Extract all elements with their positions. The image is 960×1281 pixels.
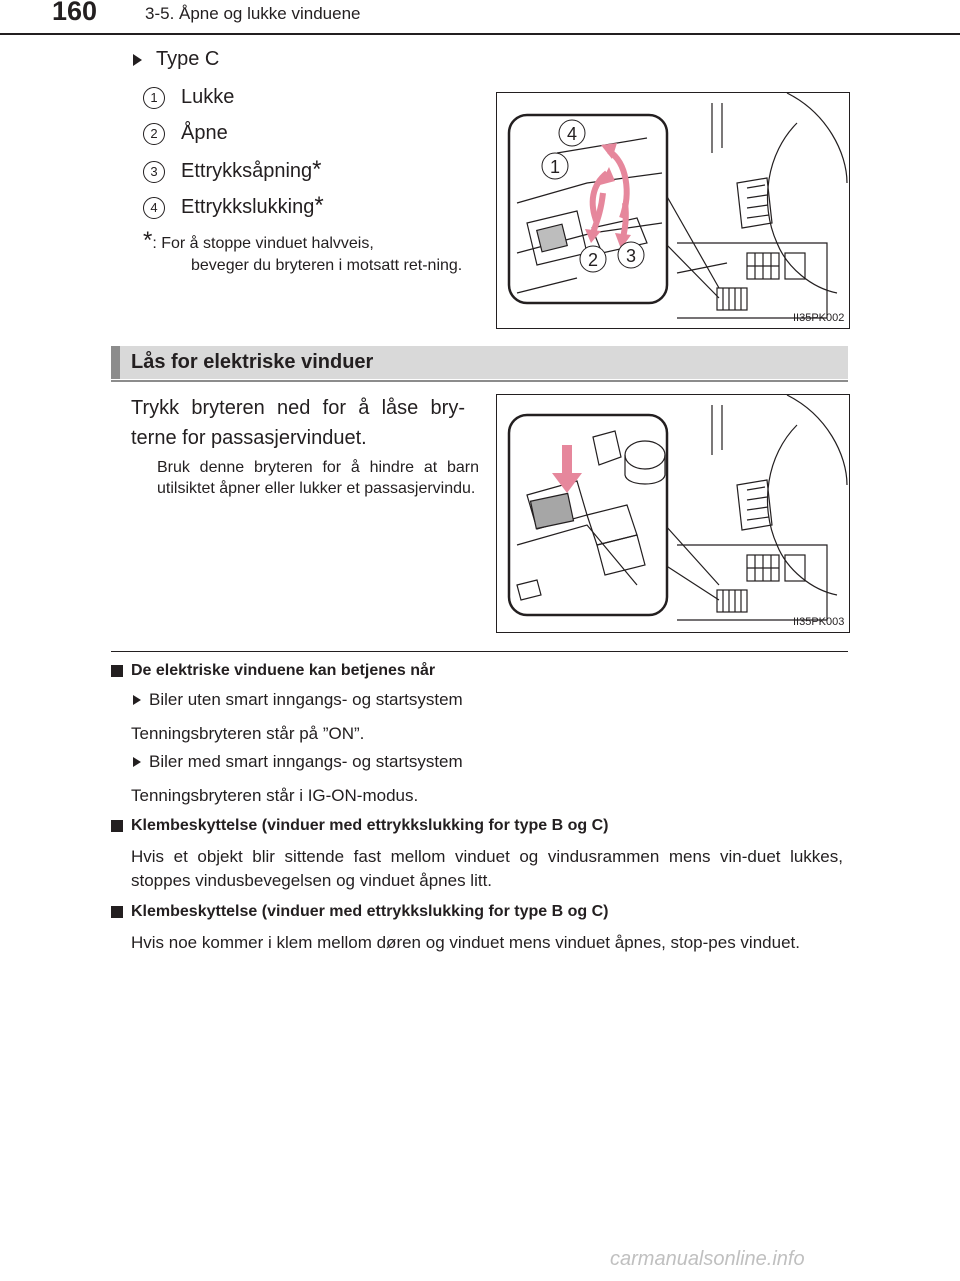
paragraph: Tenningsbryteren står på ”ON”. (131, 724, 365, 743)
circled-number: 2 (143, 123, 165, 145)
lock-explanation: Bruk denne bryteren for å hindre at barn utilsiktet åpner eller lukker et passasjervindu. (157, 459, 479, 497)
triangle-bullet-icon (133, 54, 142, 66)
figure-code: II35PK003 (793, 616, 845, 628)
item-label: Ettrykksåpning (181, 160, 313, 182)
window-switch-illustration (497, 93, 849, 328)
figure-label-4: 4 (566, 124, 578, 144)
section-title: Lås for elektriske vinduer (131, 351, 374, 373)
type-c-heading (133, 48, 219, 71)
divider-line (111, 651, 848, 652)
header-rule (0, 33, 960, 35)
running-header: 3-5. Åpne og lukke vinduene (145, 4, 361, 23)
figure-code: II35PK002 (793, 312, 845, 324)
info-heading (111, 662, 435, 680)
footnote (143, 227, 463, 277)
lock-instruction: Trykk bryteren ned for å låse bry-terne for passasjervinduet. (131, 397, 465, 449)
bullet-item (133, 690, 463, 710)
footnote-continuation: beveger du bryteren i motsatt ret-ning. (191, 257, 463, 274)
bullet-item (133, 752, 463, 772)
circled-number: 4 (143, 197, 165, 219)
section-heading-band (111, 346, 848, 379)
section-heading-accent (111, 346, 120, 379)
square-bullet-icon (111, 820, 123, 832)
paragraph: Tenningsbryteren står i IG-ON-modus. (131, 786, 419, 805)
circled-number: 1 (143, 87, 165, 109)
figure-label-1: 1 (549, 157, 561, 177)
lock-switch-illustration (497, 395, 849, 632)
bullet-text: Biler uten smart inngangs- og startsystem (149, 690, 463, 709)
list-item (143, 86, 234, 109)
paragraph: Hvis et objekt blir sittende fast mellom vinduet og vindusrammen mens vin-duet lukkes, stoppes vindusbevegelsen og vinduet åpnes litt. (131, 847, 843, 890)
triangle-bullet-icon (133, 695, 141, 705)
page-number: 160 (52, 0, 98, 26)
info-heading (111, 903, 608, 921)
info-heading-text: Klembeskyttelse (vinduer med ettrykkslukking for type B og C) (131, 817, 609, 834)
watermark: carmanualsonline.info (610, 1248, 805, 1270)
item-label: Lukke (181, 86, 235, 108)
bullet-text: Biler med smart inngangs- og startsystem (149, 752, 463, 771)
circled-number: 3 (143, 161, 165, 183)
square-bullet-icon (111, 665, 123, 677)
footnote-mark: * (143, 227, 153, 254)
figure-label-2: 2 (587, 250, 599, 270)
figure-label-3: 3 (625, 246, 637, 266)
footnote-first-line: : For å stoppe vinduet halvveis, (152, 235, 374, 252)
info-heading-text: De elektriske vinduene kan betjenes når (131, 662, 436, 679)
section-rule (111, 380, 848, 382)
figure-window-lock-switch (496, 394, 850, 633)
triangle-bullet-icon (133, 757, 141, 767)
square-bullet-icon (111, 906, 123, 918)
info-heading-text: Klembeskyttelse (vinduer med ettrykkslukking for type B og C) (131, 903, 609, 920)
paragraph: Hvis noe kommer i klem mellom døren og vinduet mens vinduet åpnes, stop-pes vinduet. (131, 933, 800, 952)
list-item: 4 Ettrykkslukking * (143, 196, 324, 219)
list-item (143, 122, 228, 145)
item-label: Ettrykkslukking (181, 196, 315, 218)
list-item: 3 Ettrykksåpning * (143, 160, 322, 183)
figure-window-switch-type-c (496, 92, 850, 329)
item-label: Åpne (181, 122, 228, 144)
type-c-label: Type C (156, 48, 220, 70)
info-heading (111, 817, 608, 835)
